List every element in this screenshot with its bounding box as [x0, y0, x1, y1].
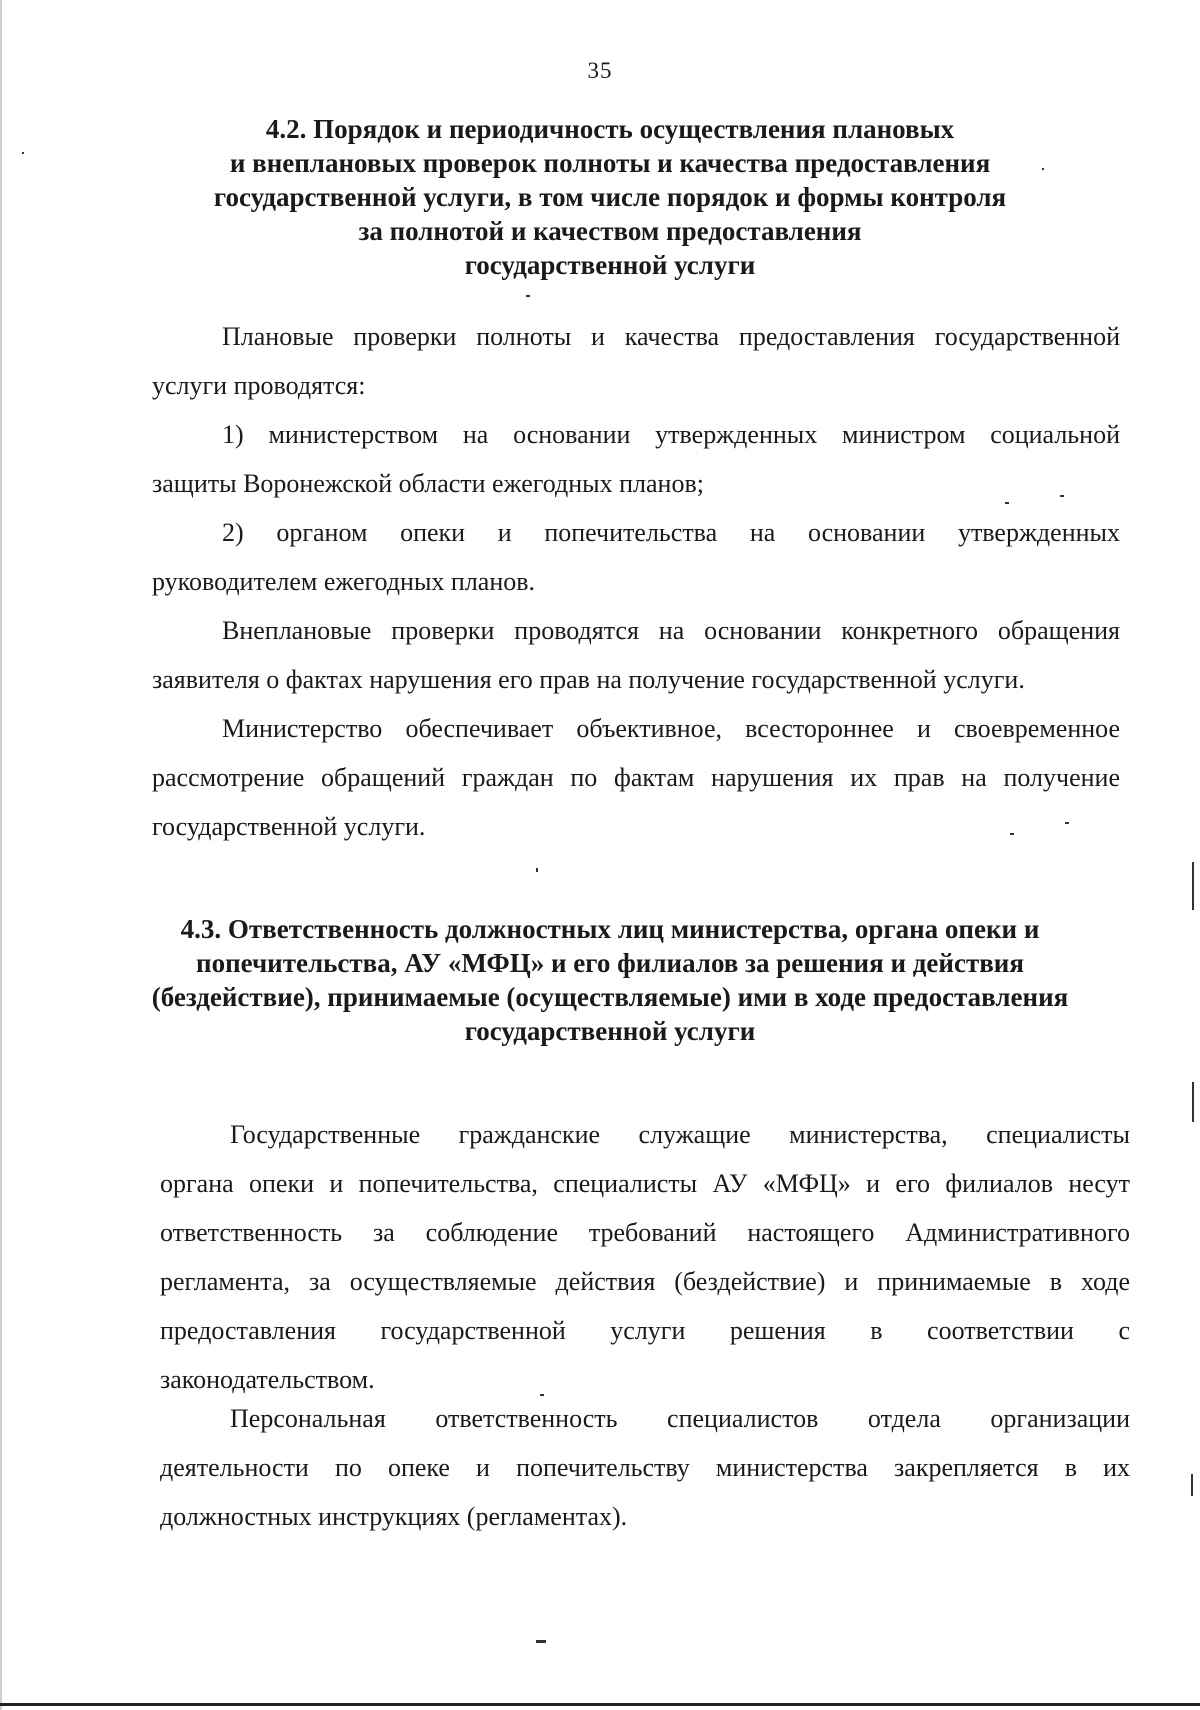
heading-line: за полнотой и качеством предоставления [358, 216, 862, 246]
scan-mark [1191, 1474, 1193, 1496]
scan-speck [1010, 833, 1014, 835]
paragraph-item-2 [152, 508, 1120, 606]
scan-speck [1060, 495, 1064, 497]
text-line: регламента, за осуществляемые действия (бездействие) и принимаемые в ходе [160, 1267, 1130, 1296]
heading-line: 4.3. Ответственность должностных лиц министерства, органа опеки и [180, 914, 1040, 944]
scan-mark [1192, 1082, 1194, 1122]
text-line: Государственные гражданские служащие министерства, специалисты [230, 1120, 1130, 1149]
text-line: ответственность за соблюдение требований настоящего Административного [160, 1218, 1130, 1247]
text-line: рассмотрение обращений граждан по фактам нарушения их прав на получение [152, 763, 1120, 792]
text-line: защиты Воронежской области ежегодных планов; [152, 469, 704, 498]
text-line: Персональная ответственность специалистов отдела организации [230, 1404, 1130, 1433]
scan-speck [536, 868, 538, 872]
scan-mark [1192, 862, 1194, 910]
scan-speck [1005, 502, 1009, 504]
paragraph-ministry-review [152, 704, 1120, 851]
scan-edge-bottom [0, 1703, 1200, 1706]
paragraph-personal-responsibility [160, 1394, 1130, 1541]
paragraph-item-1 [152, 410, 1120, 508]
heading-line: государственной услуги, в том числе порядок и формы контроля [213, 182, 1007, 212]
text-line: заявителя о фактах нарушения его прав на получение государственной услуги. [152, 665, 1025, 694]
heading-line: 4.2. Порядок и периодичность осуществления плановых [265, 114, 955, 144]
scan-speck [22, 152, 24, 154]
text-line: Внеплановые проверки проводятся на основании конкретного обращения [222, 616, 1120, 645]
heading-line: и внеплановых проверок полноты и качества предоставления [229, 148, 991, 178]
section-heading-4-2 [150, 112, 1070, 282]
scan-speck [526, 295, 530, 297]
heading-line: попечительства, АУ «МФЦ» и его филиалов за решения и действия [196, 948, 1024, 978]
page-number: 35 [587, 58, 613, 83]
scan-speck [1065, 822, 1069, 824]
text-line: 2) органом опеки и попечительства на основании утвержденных [222, 518, 1120, 547]
paragraph-officials-responsibility [160, 1110, 1130, 1404]
text-line: Министерство обеспечивает объективное, всестороннее и своевременное [222, 714, 1120, 743]
text-line: Плановые проверки полноты и качества предоставления государственной [222, 322, 1120, 351]
text-line: предоставления государственной услуги решения в соответствии с [160, 1316, 1130, 1345]
scan-speck [1042, 168, 1044, 170]
text-line: 1) министерством на основании утвержденных министром социальной [222, 420, 1120, 449]
text-line: услуги проводятся: [152, 371, 366, 400]
scan-speck [536, 1640, 546, 1643]
paragraph-planned-checks [152, 312, 1120, 410]
text-line: законодательством. [160, 1365, 375, 1394]
paragraph-unplanned-checks [152, 606, 1120, 704]
heading-line: (бездействие), принимаемые (осуществляемые) ими в ходе предоставления [151, 982, 1069, 1012]
heading-line: государственной услуги [464, 1016, 756, 1046]
text-line: руководителем ежегодных планов. [152, 567, 536, 596]
text-line: деятельности по опеке и попечительству министерства закрепляется в их [160, 1453, 1130, 1482]
text-line: государственной услуги. [152, 812, 426, 841]
section-heading-4-3 [130, 912, 1090, 1048]
scan-speck [540, 1394, 544, 1396]
heading-line: государственной услуги [464, 250, 756, 280]
text-line: должностных инструкциях (регламентах). [160, 1502, 628, 1531]
text-line: органа опеки и попечительства, специалисты АУ «МФЦ» и его филиалов несут [160, 1169, 1130, 1198]
scan-edge-left [0, 0, 2, 1710]
